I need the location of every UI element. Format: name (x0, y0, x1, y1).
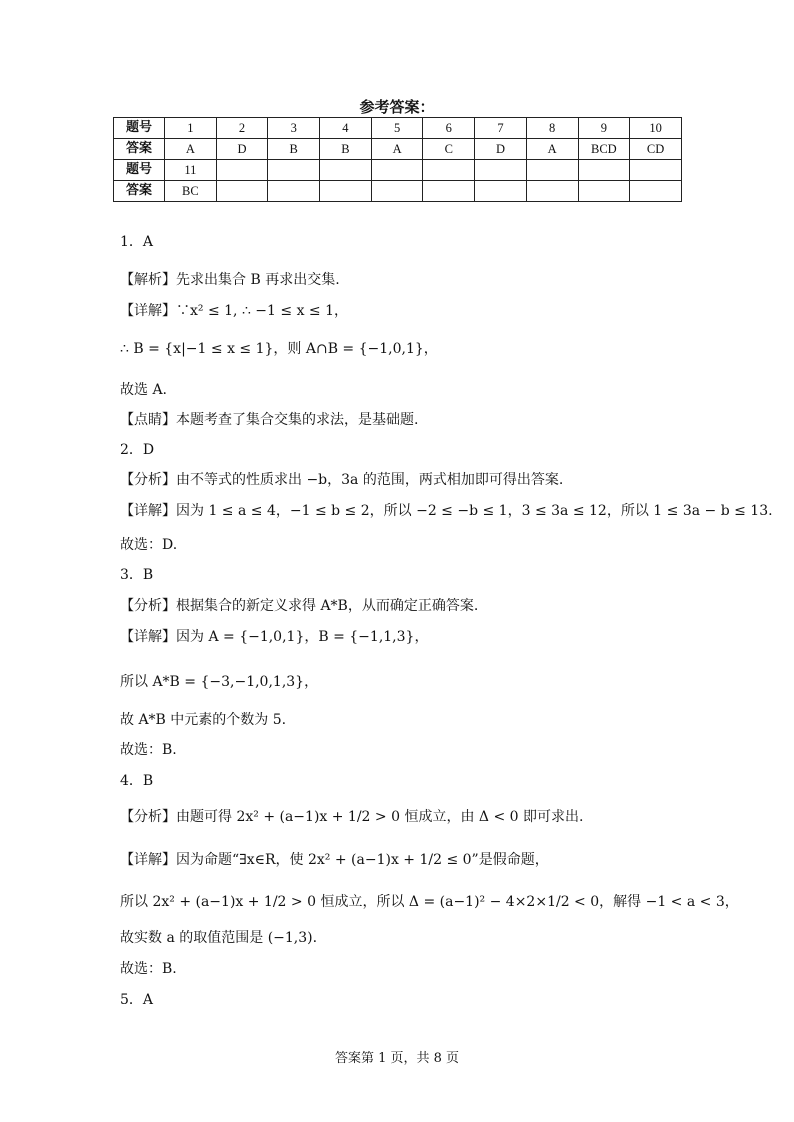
table-cell: 7 (475, 118, 527, 139)
table-cell: A (371, 139, 423, 160)
table-cell (475, 160, 527, 181)
table-cell: 8 (526, 118, 578, 139)
text-line: 故选：B. (120, 961, 177, 977)
row-header: 答案 (114, 139, 165, 160)
table-cell: D (216, 139, 268, 160)
text-line: 【详解】因为命题“∃x∈R，使 2x² + (a−1)x + 1/2 ≤ 0”是假命题， (120, 852, 549, 868)
table-cell (320, 160, 372, 181)
table-cell: 11 (165, 160, 217, 181)
table-cell (475, 181, 527, 202)
table-cell: 2 (216, 118, 268, 139)
table-cell: 6 (423, 118, 475, 139)
text-line: 【分析】由题可得 2x² + (a−1)x + 1/2 > 0 恒成立，由 Δ < 0 即可求出. (120, 809, 584, 825)
table-cell: 3 (268, 118, 320, 139)
table-cell (630, 181, 682, 202)
answer-key-title: 参考答案： (359, 98, 435, 116)
answer-table (113, 117, 682, 202)
table-cell (268, 181, 320, 202)
table-cell (423, 181, 475, 202)
table-cell (526, 181, 578, 202)
table-cell (423, 160, 475, 181)
table-cell (578, 160, 630, 181)
table-cell: C (423, 139, 475, 160)
table-cell (216, 181, 268, 202)
text-line: 故选：B. (120, 742, 177, 758)
table-cell: D (475, 139, 527, 160)
text-line: 【详解】因为 A = {−1,0,1}，B = {−1,1,3}， (120, 629, 429, 645)
text-line: 故选：D. (120, 537, 178, 553)
table-cell (526, 160, 578, 181)
text-line: 【分析】由不等式的性质求出 −b，3a 的范围，两式相加即可得出答案. (120, 472, 564, 488)
table-cell: 4 (320, 118, 372, 139)
row-header: 答案 (114, 181, 165, 202)
table-row (114, 160, 682, 181)
row-header: 题号 (114, 118, 165, 139)
text-line: 5．A (120, 992, 154, 1008)
text-line: 1．A (120, 234, 154, 250)
table-cell: 9 (578, 118, 630, 139)
table-cell: 10 (630, 118, 682, 139)
table-row (114, 118, 682, 139)
table-cell: CD (630, 139, 682, 160)
text-line: 2．D (120, 442, 155, 458)
table-cell: 1 (165, 118, 217, 139)
table-cell (216, 160, 268, 181)
text-line: 【点睛】本题考查了集合交集的求法，是基础题. (120, 412, 419, 428)
table-cell: BCD (578, 139, 630, 160)
text-line: 4．B (120, 773, 154, 789)
table-row (114, 139, 682, 160)
table-cell: B (320, 139, 372, 160)
text-line: 故实数 a 的取值范围是 (−1,3). (120, 930, 318, 946)
text-line: ∴ B = {x|−1 ≤ x ≤ 1}，则 A∩B = {−1,0,1}， (120, 341, 438, 357)
text-line: 所以 A*B = {−3,−1,0,1,3}， (120, 674, 319, 690)
table-cell (268, 160, 320, 181)
table-cell (371, 181, 423, 202)
text-line: 【详解】因为 1 ≤ a ≤ 4，−1 ≤ b ≤ 2，所以 −2 ≤ −b ≤ 1，3 ≤ 3a ≤ 12，所以 1 ≤ 3a − b ≤ 13. (120, 503, 773, 519)
text-line: 故选 A. (120, 382, 168, 398)
table-cell: B (268, 139, 320, 160)
text-line: 【解析】先求出集合 B 再求出交集. (120, 272, 340, 288)
text-line: 【详解】∵x² ≤ 1, ∴ −1 ≤ x ≤ 1， (120, 303, 349, 319)
row-header: 题号 (114, 160, 165, 181)
page-footer: 答案第 1 页，共 8 页 (334, 1051, 460, 1066)
table-cell: A (526, 139, 578, 160)
text-line: 3．B (120, 567, 154, 583)
table-cell (371, 160, 423, 181)
text-line: 故 A*B 中元素的个数为 5. (120, 712, 287, 728)
table-cell: 5 (371, 118, 423, 139)
text-line: 所以 2x² + (a−1)x + 1/2 > 0 恒成立，所以 Δ = (a−1)² − 4×2×1/2 < 0，解得 −1 < a < 3， (120, 894, 739, 910)
table-row (114, 181, 682, 202)
table-cell (578, 181, 630, 202)
table-cell: BC (165, 181, 217, 202)
table-cell: A (165, 139, 217, 160)
text-line: 【分析】根据集合的新定义求得 A*B，从而确定正确答案. (120, 598, 479, 614)
table-cell (320, 181, 372, 202)
table-cell (630, 160, 682, 181)
